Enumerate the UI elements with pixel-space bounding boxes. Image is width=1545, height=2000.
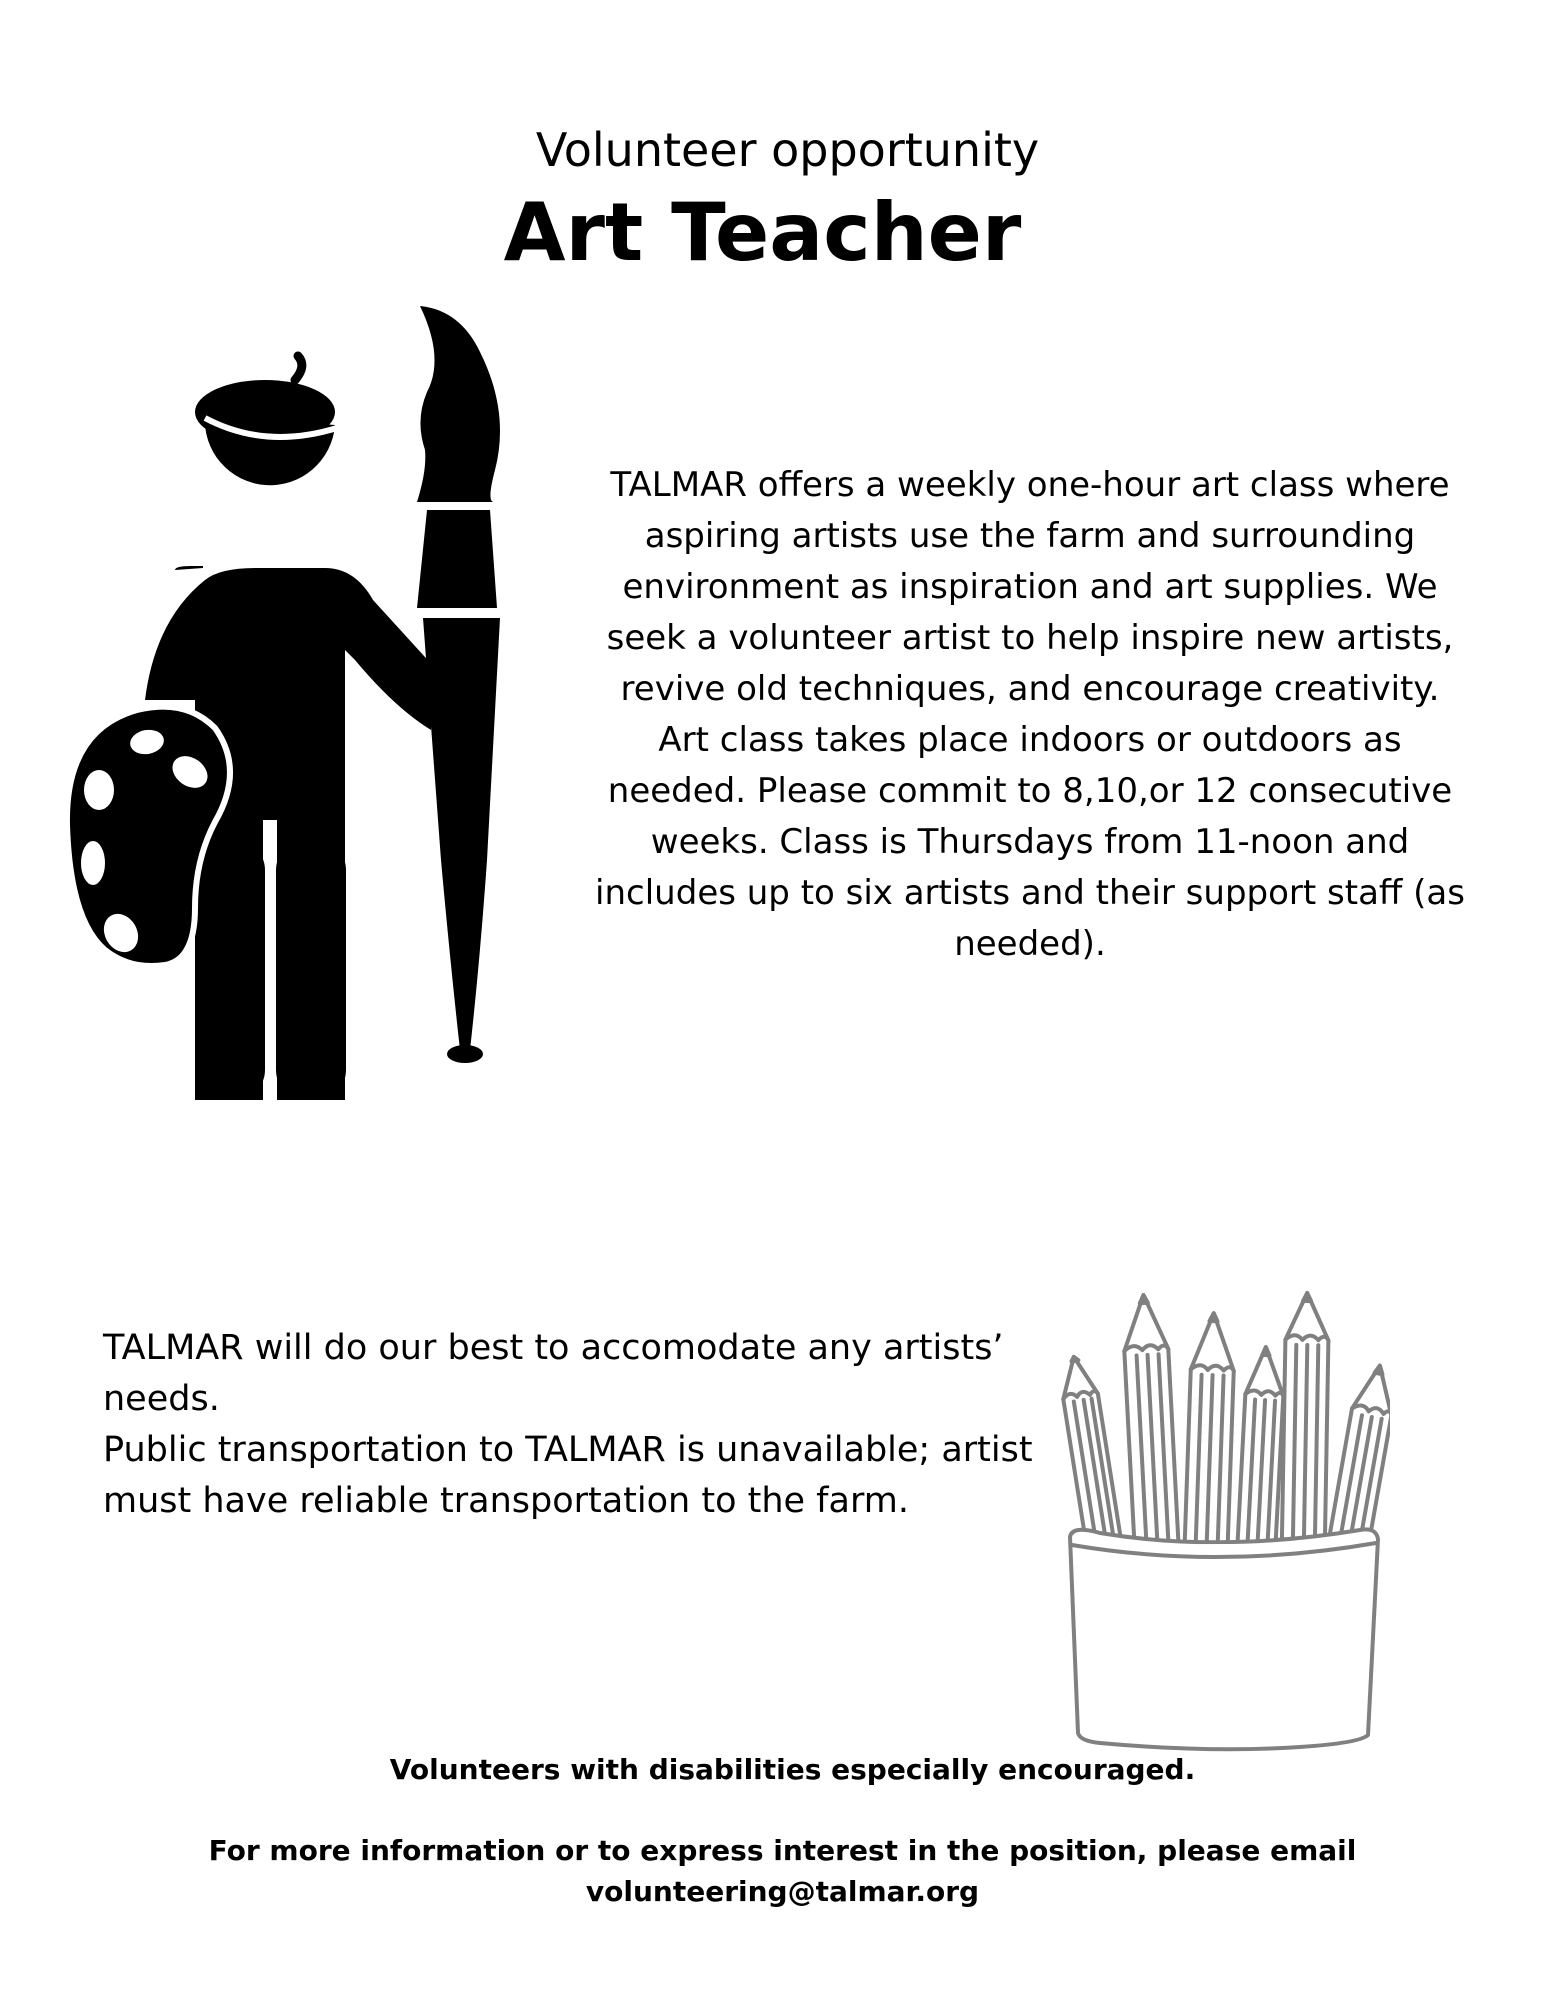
encouragement-note: Volunteers with disabilities especially encouraged. (389, 1753, 1196, 1786)
contact-text: For more information or to express interest in the position, please email (208, 1834, 1357, 1867)
description-paragraph: TALMAR offers a weekly one-hour art class where aspiring artists use the farm and surrounding environment as inspiration and art supplies. We seek a volunteer artist to help inspire new artists, revive old techniques, and encourage creativity. Art class takes place indoors or outdoors as needed. Please commit to 8,10,or 12 consecutive weeks. Class is Thursdays from 11-noon and includes up to six artists and their support staff (as needed). (595, 465, 1465, 964)
pencil-cup-icon (1060, 1275, 1390, 1775)
transportation-line: Public transportation to TALMAR is unavailable; artist must have reliable transportation to the farm. (103, 1430, 1033, 1521)
subtitle: Volunteer opportunity (535, 123, 1040, 177)
page-title: Art Teacher (503, 186, 1022, 279)
contact-email[interactable]: volunteering@talmar.org (585, 1875, 980, 1908)
accommodation-line: TALMAR will do our best to accomodate any artists’ needs. (103, 1328, 1004, 1419)
accommodation-notes (103, 1323, 1033, 1527)
artist-with-palette-and-brush-icon (55, 300, 525, 1100)
contact-info (10, 1830, 1545, 1912)
